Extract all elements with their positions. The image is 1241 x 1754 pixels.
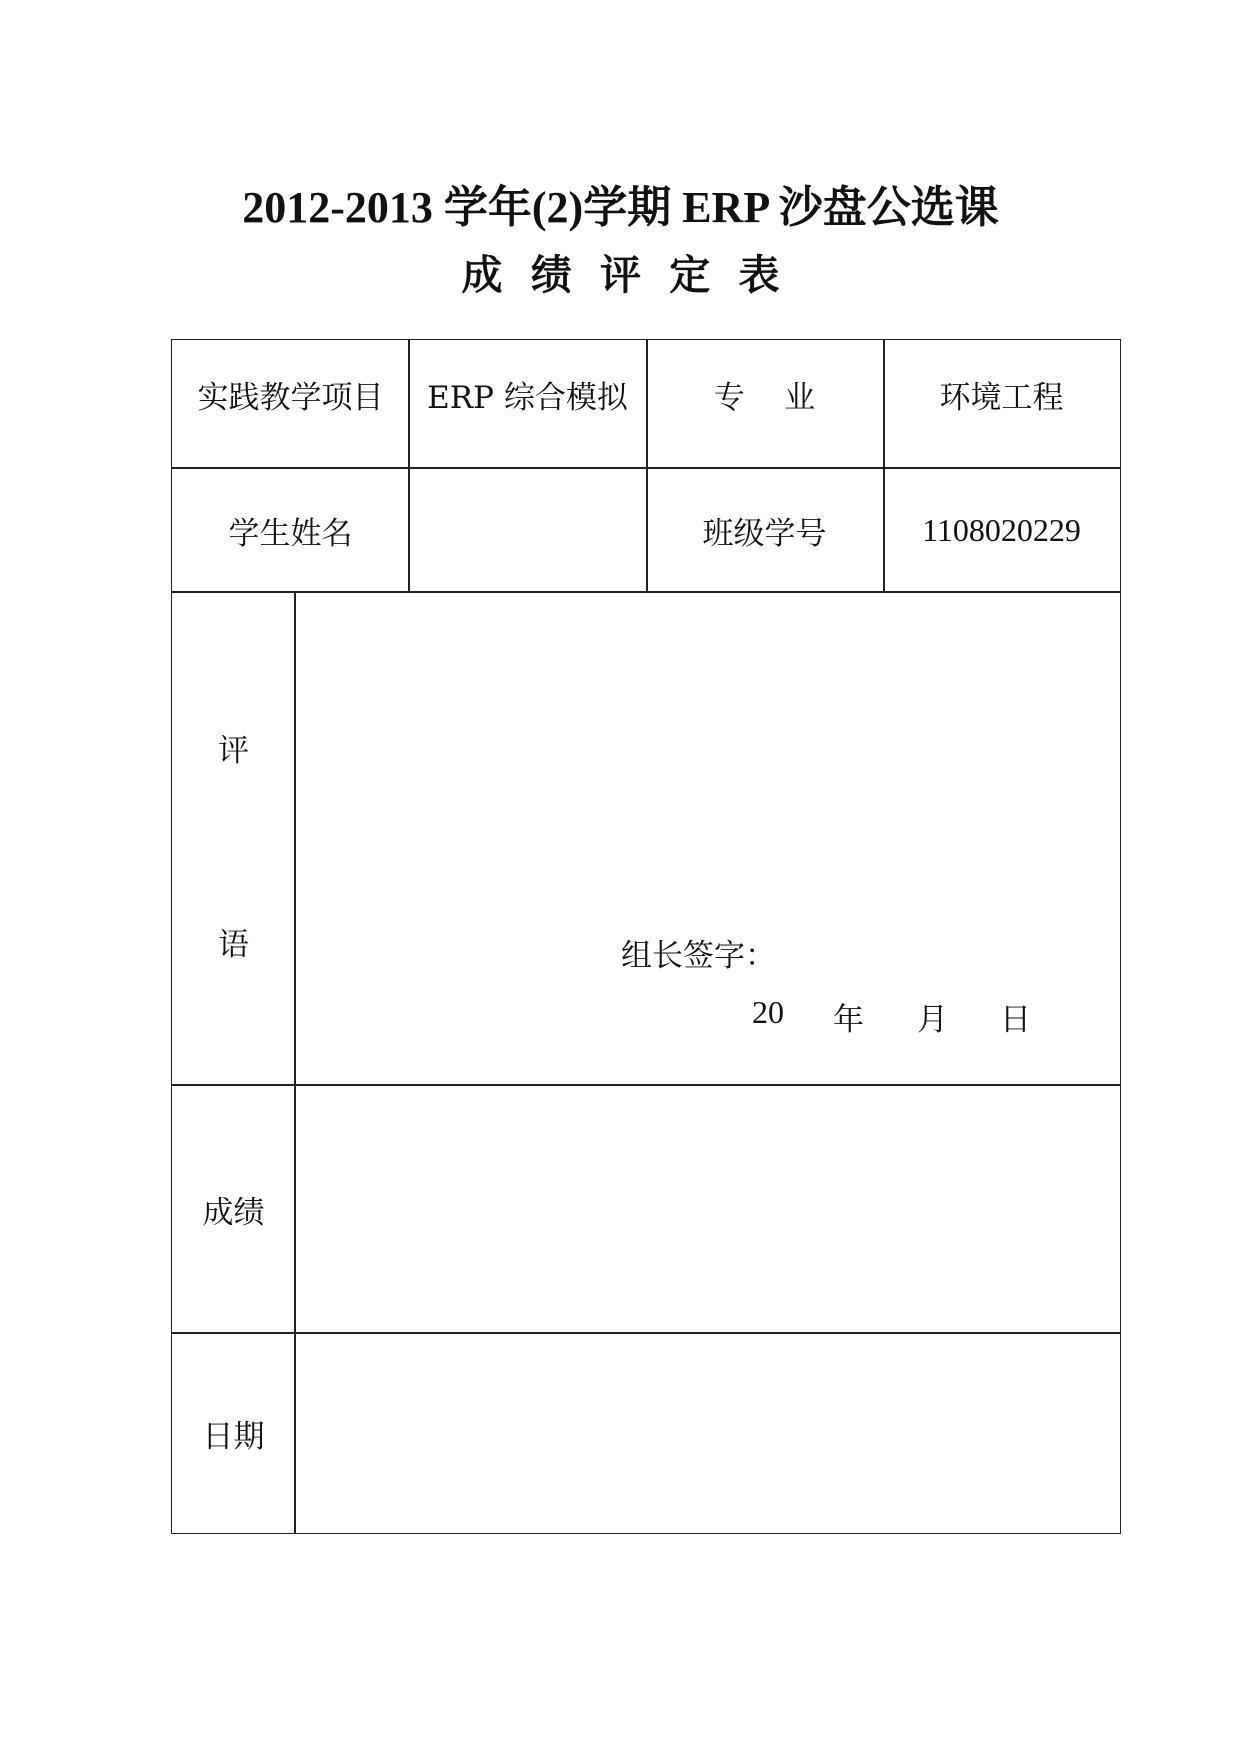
value-practice-project: ERP 综合模拟 — [427, 379, 628, 416]
signature-date — [296, 994, 1120, 1038]
value-grade[interactable] — [296, 1085, 1120, 1333]
signature-date-prefix: 20 — [752, 994, 784, 1030]
signature-year-label: 年 — [833, 1002, 864, 1038]
comment-label-char-2: 语 — [218, 927, 249, 963]
label-practice-project: 实践教学项目 — [197, 379, 384, 416]
label-class-id: 班级学号 — [702, 515, 827, 552]
value-student-name[interactable] — [409, 468, 646, 592]
label-date: 日期 — [202, 1418, 265, 1455]
comment-label-char-1: 评 — [218, 733, 249, 769]
label-major-text: 专 业 — [713, 379, 816, 416]
label-major — [646, 340, 883, 448]
form-title: 2012-2013 学年(2)学期 ERP 沙盘公选课 — [242, 183, 999, 232]
signature-month-label: 月 — [917, 1002, 948, 1038]
signature-day-label: 日 — [1000, 1002, 1031, 1038]
value-class-id: 1108020229 — [922, 511, 1081, 548]
grade-evaluation-table — [171, 339, 1121, 1534]
leader-signature-label: 组长签字： — [621, 938, 776, 974]
label-student-name: 学生姓名 — [228, 515, 353, 552]
value-major: 环境工程 — [939, 379, 1064, 416]
comment-area[interactable] — [296, 592, 1120, 1084]
label-grade: 成绩 — [202, 1194, 265, 1231]
form-subtitle: 成 绩 评 定 表 — [461, 251, 780, 299]
value-date[interactable] — [296, 1334, 1120, 1532]
comment-label — [172, 592, 295, 1084]
